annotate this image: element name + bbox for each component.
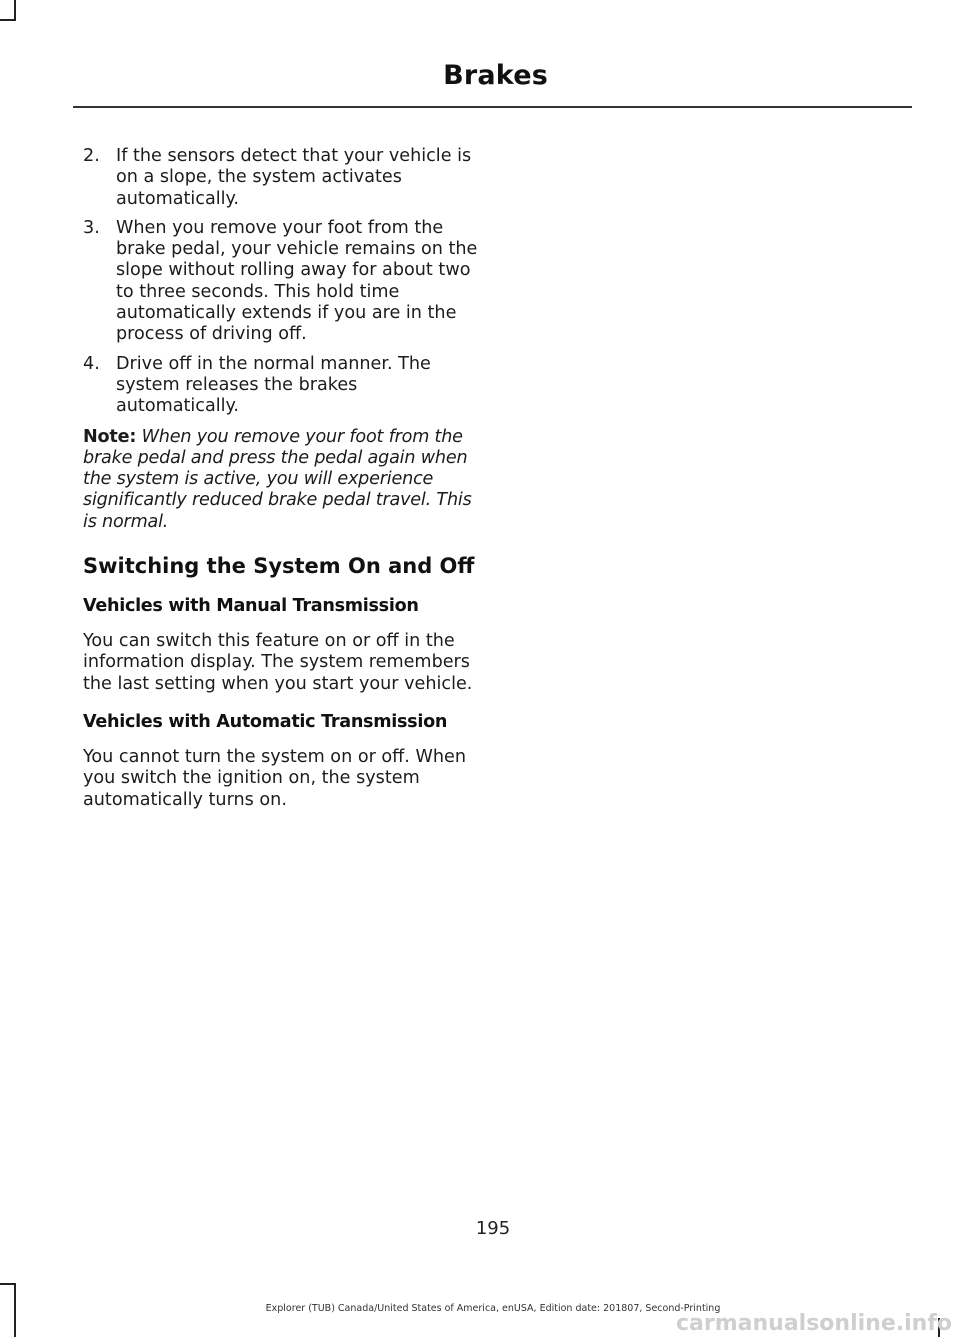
page-title: Brakes xyxy=(443,60,548,91)
list-item xyxy=(83,354,478,418)
note-label: Note: xyxy=(83,426,137,447)
crop-mark xyxy=(0,1283,16,1285)
section-heading: Switching the System On and Off xyxy=(83,554,475,579)
note-text: When you remove your foot from the brake pedal and press the pedal again when the system is active, you will experience significantly reduced brake pedal travel. This is normal. xyxy=(83,426,472,532)
list-item xyxy=(83,146,478,210)
crop-mark xyxy=(14,0,16,20)
watermark: carmanualsonline.info xyxy=(676,1311,952,1336)
manual-transmission-text: You can switch this feature on or off in the information display. The system remembers the last setting when you start your vehicle. xyxy=(83,631,473,694)
automatic-transmission-text: You cannot turn the system on or off. When you switch the ignition on, the system automatically turns on. xyxy=(83,746,466,810)
edition-footer: Explorer (TUB) Canada/United States of America, enUSA, Edition date: 201807, Second-Printing xyxy=(265,1303,721,1314)
step-text: If the sensors detect that your vehicle is on a slope, the system activates automatically. xyxy=(116,146,472,209)
header-divider xyxy=(73,106,912,108)
step-text: When you remove your foot from the brake pedal, your vehicle remains on the slope without rolling away for about two to three seconds. This hold time automatically extends if you are in the process of driving off. xyxy=(116,217,478,345)
content-column xyxy=(83,146,478,811)
step-number: 3. xyxy=(83,217,100,238)
list-item xyxy=(83,218,478,346)
step-number: 2. xyxy=(83,146,100,166)
automatic-transmission-heading: Vehicles with Automatic Transmission xyxy=(83,711,448,732)
step-number: 4. xyxy=(83,353,100,374)
manual-transmission-heading: Vehicles with Manual Transmission xyxy=(83,596,419,617)
step-text: Drive off in the normal manner. The system releases the brakes automatically. xyxy=(116,353,431,417)
note xyxy=(83,427,478,533)
page-number: 195 xyxy=(475,1218,511,1239)
step-list xyxy=(83,146,478,418)
crop-mark xyxy=(0,19,16,21)
